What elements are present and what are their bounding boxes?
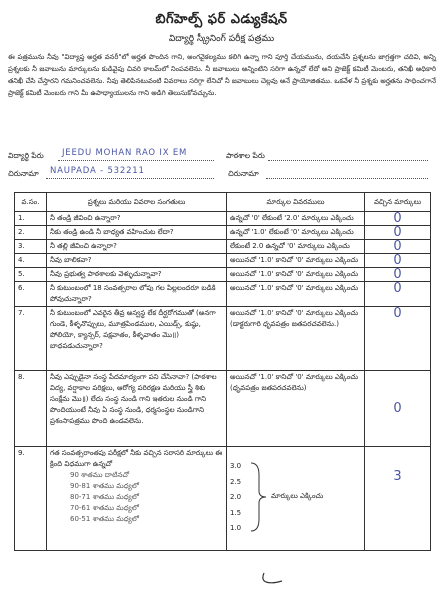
table-row: [15, 240, 431, 254]
row-question-9: [47, 447, 227, 551]
row-number: 9.: [15, 447, 47, 551]
row-question: నీవు బాలికవా?: [47, 254, 227, 268]
q9-scale-value: 1.5: [230, 508, 242, 517]
q9-band: 70-61 శాతము మధ్యలో: [70, 504, 139, 512]
screening-table: [14, 192, 431, 551]
address-value[interactable]: NAUPADA - 532211: [50, 166, 145, 176]
row-scoring: అయినచో '1.0' కానిచో '0' మార్కులు ఎక్కించు (ధృవపత్రం జతపరచవలెను): [227, 371, 365, 447]
q9-brace-icon: [249, 461, 269, 533]
row-question: నీవు ఎప్పుడైనా సంస్థ పేదమాద్యంగా పని చేసినావా? (పాఠశాల విద్య, వర్షాకాల పరిక్షలు, ఆరోగ్య పరిరక్షణ మరియు స్త్రీ శిశు సంక్షేమ మొ॥) లేదు సంస్థ నుండి గాని ఇతరుల నుండి గాని పొందియుంటే నీవు ఏ సంస్థ నుండి, ధర్మసంస్థల నుండిగాని ప్రశంసాపత్రము పొంది ఉండవలెను.: [47, 371, 227, 447]
q9-scale-list: [230, 459, 241, 537]
q9-band-list: [50, 470, 223, 525]
row-scoring: ఉన్నచో '1.0' లేకుంటే '0' మార్కులు ఎక్కించు: [227, 226, 365, 240]
row-question: నీ తల్లి జీవించి ఉన్నారా?: [47, 240, 227, 254]
row-scoring: అయినచో '1.0' కానిచో '0' మార్కులు ఎక్కించు (డాక్టరుగారి ధృవపత్రం జతపరచవలెను.): [227, 307, 365, 371]
header-serial: వ.సం.: [15, 193, 47, 212]
row-scoring: ఉన్నచో '0' లేకుంటే '2.0' మార్కులు ఎక్కించు: [227, 212, 365, 226]
header-marks: వచ్చిన మార్కులు: [365, 193, 431, 212]
q9-band: 90 శాతము దాటినచో: [70, 471, 130, 479]
address2-line[interactable]: [266, 178, 428, 179]
row-number: 8.: [15, 371, 47, 447]
q9-scale-value: 3.0: [230, 462, 242, 470]
row-question: నీ కుటుంబంలో ఎవరైన తీవ్ర అస్వస్థ లేక దీర్ఘరోగముతో (అనగా గుండె, కీళ్ళనొప్పులు, మూత్రపిండముల, ఎయిడ్స్, కుష్ఠు, పోలియో, క్యాన్సర్, పక్షవాతం, కీళ్ళవాతం మొ॥) బాధపడుచున్నారా?: [47, 307, 227, 371]
table-row: [15, 226, 431, 240]
table-header-row: [15, 193, 431, 212]
signature-icon: [258, 570, 288, 588]
row-scoring: అయినచో '1.0' కానిచో '0' మార్కులు ఎక్కించు: [227, 268, 365, 282]
table-row: [15, 212, 431, 226]
header-question: ప్రశ్నలు మరియు వివరాల సంగతులు: [47, 193, 227, 212]
row-question: నీ కుటుంబంలో 18 సంవత్సరాల లోపు గల పిల్లలందరూ బడికి పోవుచున్నారా?: [47, 282, 227, 307]
school-name-line[interactable]: [268, 160, 428, 161]
q9-scale-value: 2.0: [230, 493, 242, 501]
row-question: గత సంవత్సరాంతపు పరీక్షలో నీకు వచ్చిన సరాసరి మార్కులు ఈ క్రింది విధముగా ఉన్నచో: [50, 449, 223, 468]
row-number: 7.: [15, 307, 47, 371]
row-number: 6.: [15, 282, 47, 307]
row-mark[interactable]: 0: [365, 371, 431, 447]
table-row: [15, 447, 431, 551]
q9-band: 60-51 శాతము మధ్యలో: [70, 515, 139, 523]
table-row: [15, 307, 431, 371]
row-scoring-9: [227, 447, 365, 551]
row-number: 3.: [15, 240, 47, 254]
row-scoring: అయినచో '1.0' కానిచో '0' మార్కులు ఎక్కించు: [227, 282, 365, 307]
row-question: నీకు తండ్రి ఉండి నీ బాధ్యత వహించుట లేదా?: [47, 226, 227, 240]
table-row: [15, 282, 431, 307]
address-label: చిరునామా: [8, 169, 39, 178]
address2-label: చిరునామా: [228, 169, 259, 178]
student-name-line: [58, 160, 214, 161]
table-row: [15, 268, 431, 282]
row-question: నీవు ప్రభుత్వ పాఠశాలకు వెళ్ళుచున్నావా?: [47, 268, 227, 282]
school-name-label: పాఠశాల పేరు: [226, 151, 265, 160]
q9-band: 80-71 శాతము మధ్యలో: [70, 493, 139, 501]
row-number: 1.: [15, 212, 47, 226]
row-mark[interactable]: 0: [365, 240, 431, 254]
row-number: 5.: [15, 268, 47, 282]
row-mark[interactable]: 0: [365, 282, 431, 307]
document-subtitle: విద్యార్థి స్క్రీనింగ్ పరీక్ష పత్రము: [168, 34, 275, 44]
table-row: [15, 371, 431, 447]
q9-scale-value: 2.5: [230, 477, 242, 486]
row-scoring: లేకుంటే 2.0 ఉన్నచో '0' మార్కులు ఎక్కించు: [227, 240, 365, 254]
row-mark[interactable]: 0: [365, 226, 431, 240]
student-name-value[interactable]: JEEDU MOHAN RAO IX EM: [62, 148, 188, 158]
row-scoring: అయినచో '1.0' కానిచో '0' మార్కులు ఎక్కించు: [227, 254, 365, 268]
row-mark[interactable]: 0: [365, 254, 431, 268]
row-number: 2.: [15, 226, 47, 240]
q9-scale-value: 1.0: [230, 524, 242, 532]
q9-band: 90-81 శాతము మధ్యలో: [70, 482, 139, 490]
instructions-paragraph: ఈ పత్రమును నీవు "విద్యాప్త అర్హత వనరీ"లో అర్హత పొందిన గాని, అంగవైకల్యము కలిగి ఉన్నా గాని పూర్తి చేయమును, దయచేసి ప్రశ్నలను జాగ్రత్తగా చదివి, అన్ని ప్రశ్నలకు నీ జవాబును మార్కులను కుడివైపు చివరి కాలమ్‌లో నింపవలెను. నీ జవాబులు అన్నింటిని సరిగా ఉన్నవో లేదో అని ప్రాజెక్ట్ కమిటీ మెంబరు, తనిఖీ అధికారి తనిఖీ చేసి చేస్తారని గమనించవలెను. నీవు తెలిపినటువంటి వివరాలు సరిగ్గా లేనిచో నీ జవాబులు చెల్లవు అనే ప్రాయోజితము. ఒకవేళ నీ ప్రశ్నకు అర్హతను సాధించగానే ప్రాజెక్ట్ కమిటీ మెంబరు గాని మీ ఉపాధ్యాయులను గాని అడిగి తెలుసుకోవచ్చును.: [8, 53, 436, 98]
row-mark[interactable]: 0: [365, 268, 431, 282]
row-question: నీ తండ్రి జీవించి ఉన్నారా?: [47, 212, 227, 226]
row-mark[interactable]: 3: [365, 447, 431, 551]
table-row: [15, 254, 431, 268]
row-mark[interactable]: 0: [365, 212, 431, 226]
row-scoring: మార్కులు ఎక్కించు: [271, 492, 324, 500]
row-number: 4.: [15, 254, 47, 268]
document-title: బిగ్‌హెల్ప్ ఫర్ ఎడ్యుకేషన్: [155, 12, 288, 27]
student-name-label: విద్యార్థి పేరు: [8, 151, 44, 160]
row-mark[interactable]: 0: [365, 307, 431, 371]
address-line: [46, 178, 214, 179]
header-scoring: మార్కుల వివరములు: [227, 193, 365, 212]
